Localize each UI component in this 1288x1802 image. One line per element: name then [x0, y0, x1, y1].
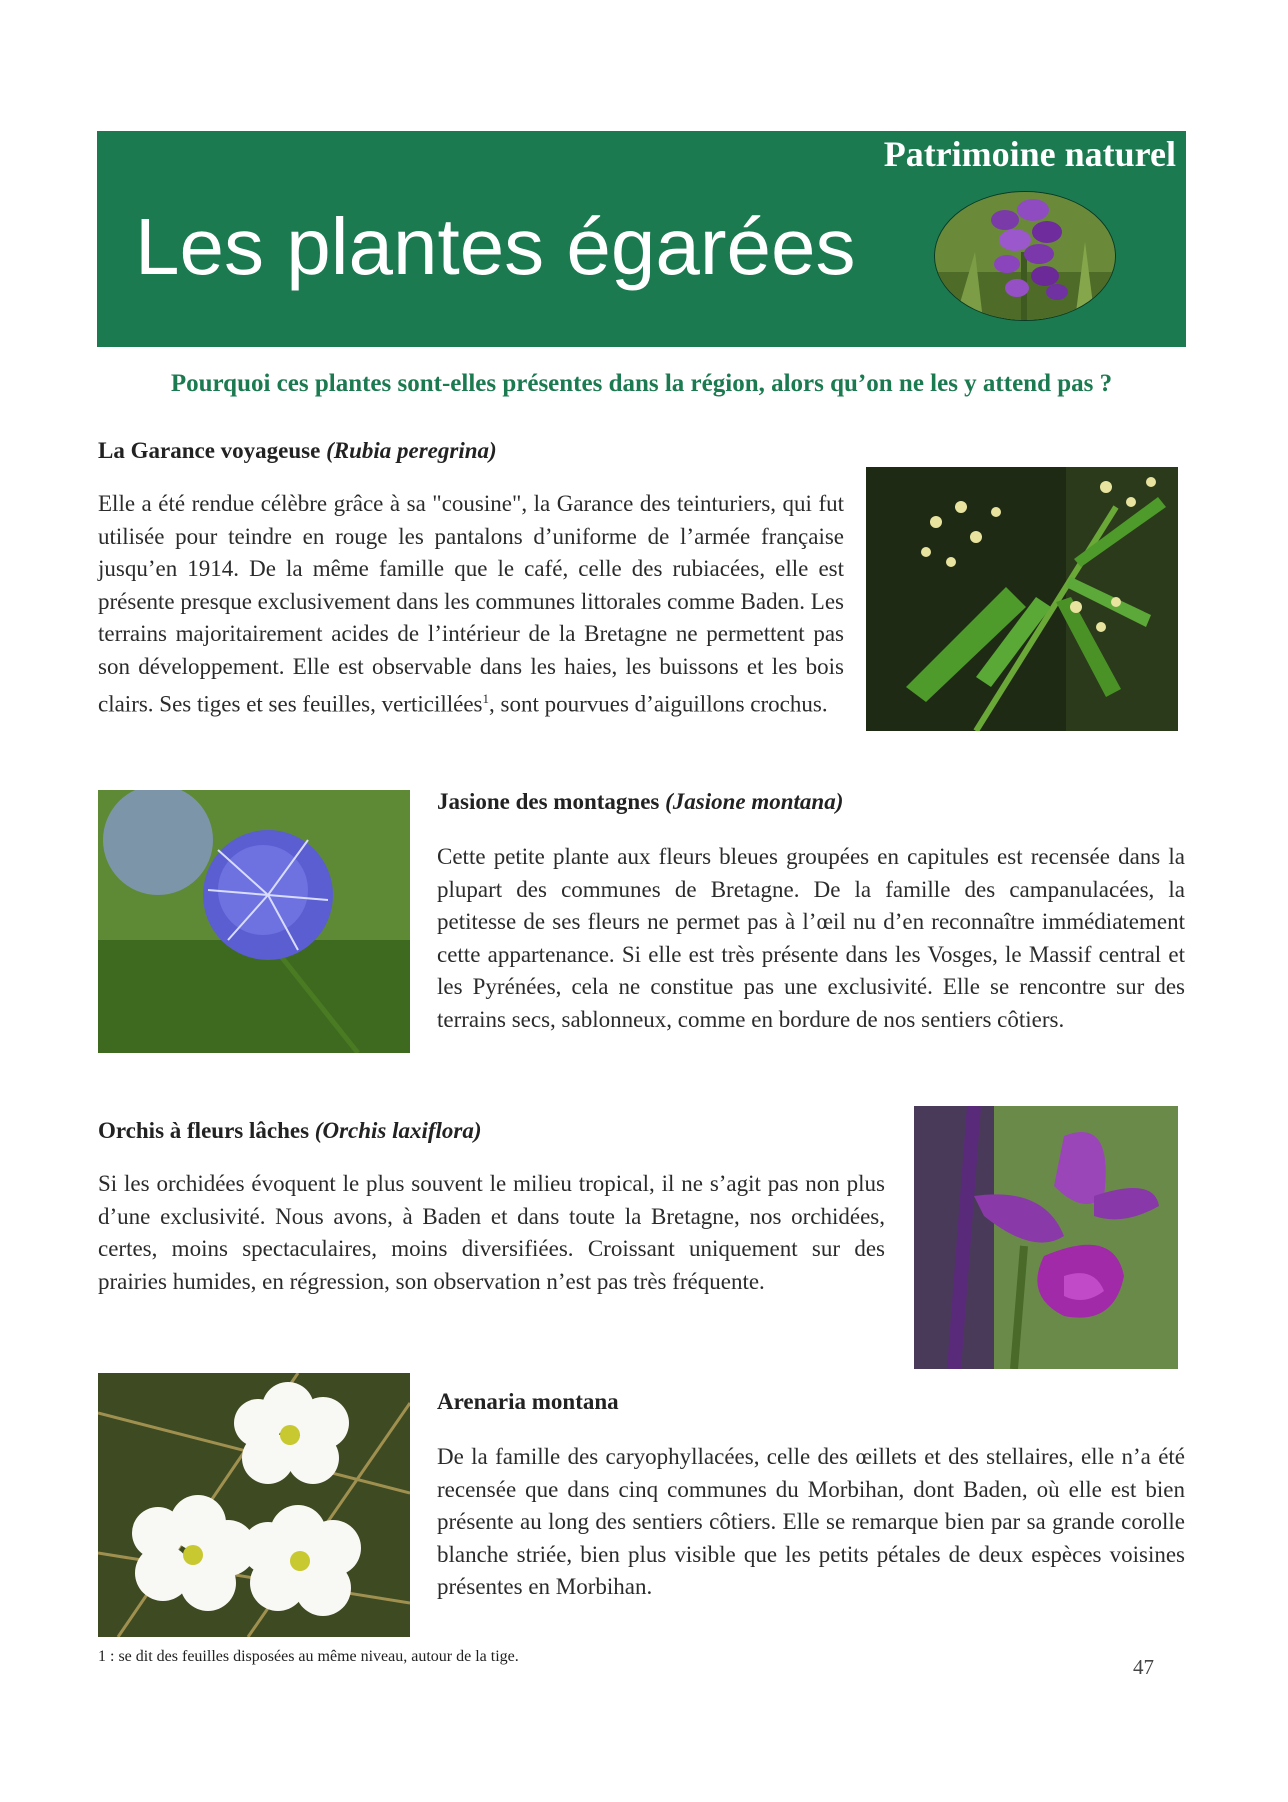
plant-description-orchis: Si les orchidées évoquent le plus souvent le milieu tropical, il ne s’agit pas non plus d’une exclusivité. Nous avons, à Baden et dans toute la Bretagne, nos orchidées, certes, moins spectaculaires, moins diversifiées. Croissant uniquement sur des prairies humides, en régression, son observation n’est pas très fréquente. [98, 1171, 885, 1294]
page-number: 47 [1133, 1655, 1154, 1679]
garance-photo [866, 467, 1178, 731]
plant-common-name: La Garance voyageuse [98, 438, 327, 463]
plant-common-name: Orchis à fleurs lâches [98, 1118, 315, 1143]
footnote-marker: 1 [482, 691, 489, 706]
orchis-photo [914, 1106, 1178, 1369]
orchid-banner-photo [934, 191, 1116, 321]
plant-heading-arenaria [437, 1389, 619, 1415]
plant-description-arenaria: De la famille des caryophyllacées, celle des œillets et des stellaires, elle n’a été recensée que dans cinq communes du Morbihan, dont Baden, où elle est bien présente au long des sentiers côtiers. Elle se remarque bien par sa grande corolle blanche striée, bien plus visible que les petits pétales de deux espèces voisines présentes en Morbihan. [437, 1444, 1185, 1599]
plant-latin-name: (Jasione montana) [665, 789, 844, 814]
plant-description-jasione: Cette petite plante aux fleurs bleues groupées en capitules est recensée dans la plupart des communes de Bretagne. De la famille des campanulacées, la petitesse de ses fleurs ne permet pas à l’œil nu d’en reconnaître immédiatement cette appartenance. Si elle est très présente dans les Vosges, le Massif central et les Pyrénées, cela ne constitue pas une exclusivité. Elle se rencontre sur des terrains secs, sablonneux, comme en bordure de nos sentiers côtiers. [437, 844, 1185, 1032]
plant-heading-garance [98, 438, 497, 464]
plant-heading-orchis [98, 1118, 482, 1144]
plant-common-name: Jasione des montagnes [437, 789, 666, 814]
footnote: 1 : se dit des feuilles disposées au même niveau, autour de la tige. [98, 1648, 519, 1665]
page-title: Les plantes égarées [135, 202, 856, 291]
section-label: Patrimoine naturel [883, 134, 1176, 174]
header-banner [97, 131, 1186, 347]
description-text: Elle a été rendue célèbre grâce à sa "cousine", la Garance des teinturiers, qui fut utilisée pour teindre en rouge les pantalons d’uniforme de l’armée française jusqu’en 1914. De la même famille que le café, celle des rubiacées, elle est présente presque exclusivement dans les communes littorales comme Baden. Les terrains majoritairement acides de l’intérieur de la Bretagne ne permettent pas son développement. Elle est observable dans les haies, les buissons et les bois clairs. Ses tiges et ses feuilles, verticillées [98, 491, 844, 717]
plant-latin-name: (Orchis laxiflora) [314, 1118, 482, 1143]
plant-common-name: Arenaria montana [437, 1389, 619, 1414]
intro-question: Pourquoi ces plantes sont-elles présentes dans la région, alors qu’on ne les y attend pas ? [170, 370, 1113, 397]
plant-description-garance [98, 488, 844, 721]
plant-latin-name: (Rubia peregrina) [326, 438, 497, 463]
arenaria-photo [98, 1373, 410, 1637]
description-text-end: , sont pourvues d’aiguillons crochus. [489, 691, 828, 717]
jasione-photo [98, 790, 410, 1053]
plant-heading-jasione [437, 789, 843, 815]
